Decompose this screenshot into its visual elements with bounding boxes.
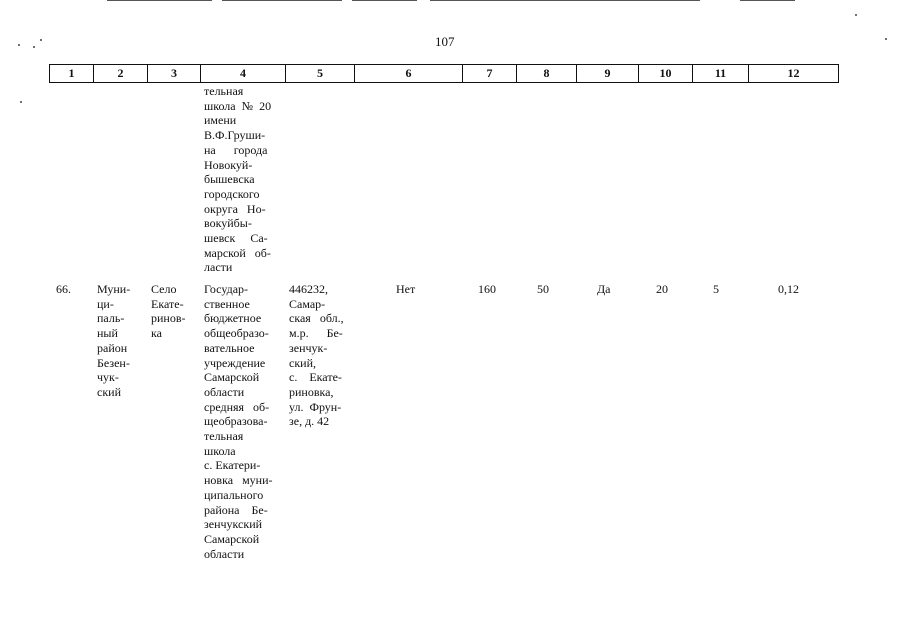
column-number: 5 [286,65,355,83]
column-number: 11 [693,65,749,83]
col6-value: Нет [396,282,416,296]
institution-name: Государ- ственное бюджетное общеобразо- вательное учреждение Самарской области средняя об- щеобразова- тельная школа с. Екатери- новка муни- ципального района Бе- зенчукский Самарской области [204,282,273,561]
column-header-row [49,64,839,83]
municipal-district: Муни- ци- паль- ный район Безен- чук- ский [97,282,131,399]
scan-edge-line [107,0,212,1]
scan-speck [855,14,857,16]
column-number: 10 [639,65,693,83]
column-number: 3 [148,65,201,83]
scan-edge-line [430,0,700,1]
column-number: 4 [201,65,286,83]
column-number: 1 [50,65,94,83]
col7-value: 160 [478,282,496,296]
scan-speck [20,101,22,103]
scan-speck [18,44,20,46]
scan-speck [40,39,42,41]
scan-speck [33,46,35,48]
settlement: Село Екате- ринов- ка [151,282,186,341]
scan-edge-line [352,0,417,1]
column-number: 8 [517,65,577,83]
col11-value: 5 [713,282,719,296]
col8-value: 50 [537,282,549,296]
column-number: 12 [749,65,839,83]
column-number: 2 [94,65,148,83]
scan-speck [885,38,887,40]
column-number: 9 [577,65,639,83]
column-number: 7 [463,65,517,83]
col10-value: 20 [656,282,668,296]
prev-row-institution-name: тельная школа № 20 имени В.Ф.Груши- на города Новокуй- бышевска городского округа Но- вокуйбы- шевск Са- марской об- ласти [204,84,272,275]
col12-value: 0,12 [778,282,799,296]
row-number: 66. [56,282,71,296]
scan-edge-line [222,0,342,1]
page-number: 107 [435,34,455,49]
scan-edge-line [740,0,795,1]
address: 446232, Самар- ская обл., м.р. Бе- зенчук- ский, с. Екате- риновка, ул. Фрун- зе, д. 42 [289,282,344,429]
column-number: 6 [355,65,463,83]
col9-value: Да [597,282,611,296]
